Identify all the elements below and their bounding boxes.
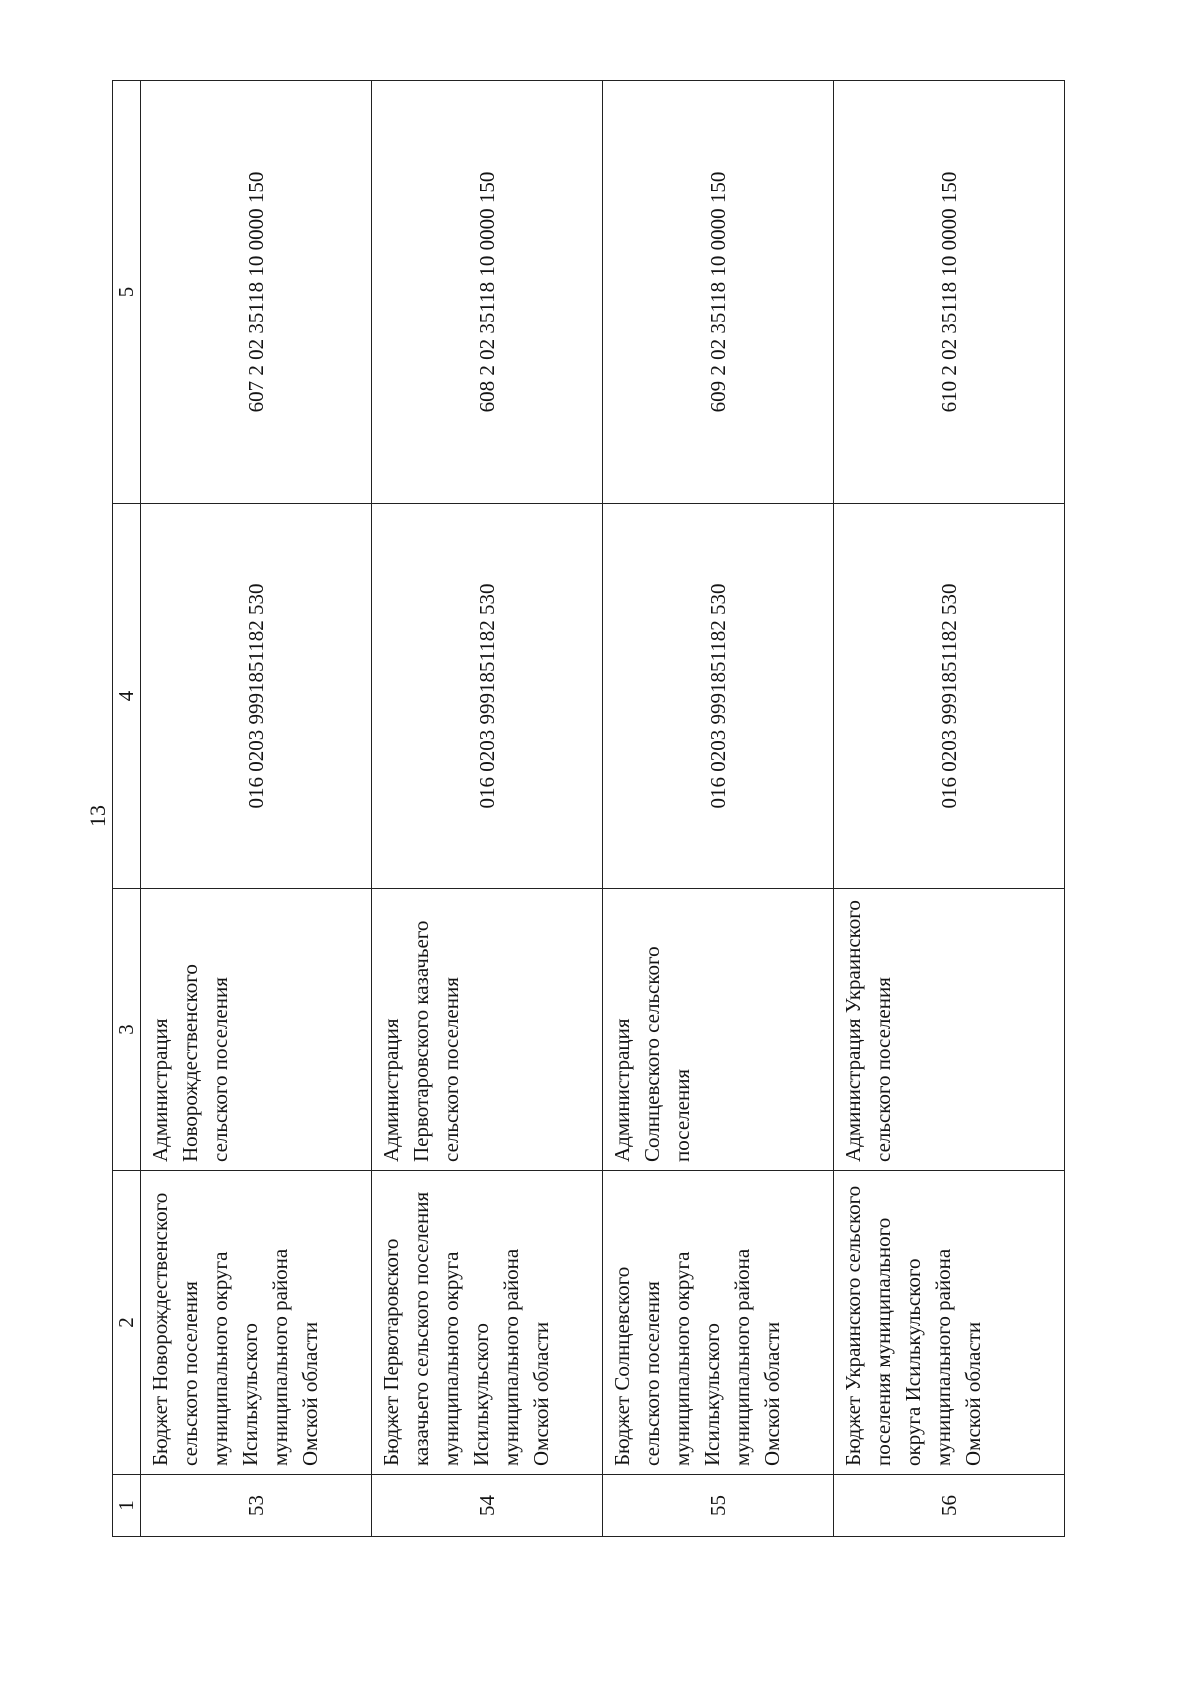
administrator-name: Администрация Новорождественского сельского поселения <box>140 888 371 1170</box>
budget-name: Бюджет Украинского сельского поселения муниципального округа Исилькульского муниципального района Омской области <box>833 1170 1064 1474</box>
revenue-code: 607 2 02 35118 10 0000 150 <box>140 80 371 503</box>
revenue-code: 610 2 02 35118 10 0000 150 <box>833 80 1064 503</box>
administrator-name: Администрация Украинского сельского поселения <box>833 888 1064 1170</box>
table-row <box>371 80 602 1536</box>
expense-code: 016 0203 9991851182 530 <box>140 503 371 888</box>
budget-name: Бюджет Новорождественского сельского поселения муниципального округа Исилькульского муниципального района Омской области <box>140 1170 371 1474</box>
column-header: 1 <box>112 1474 140 1536</box>
row-number: 53 <box>140 1474 371 1536</box>
budget-table <box>112 80 1065 1537</box>
column-header: 4 <box>112 503 140 888</box>
column-header: 5 <box>112 80 140 503</box>
column-header: 3 <box>112 888 140 1170</box>
expense-code: 016 0203 9991851182 530 <box>602 503 833 888</box>
row-number: 54 <box>371 1474 602 1536</box>
budget-name: Бюджет Солнцевского сельского поселения муниципального округа Исилькульского муниципального района Омской области <box>602 1170 833 1474</box>
administrator-name: Администрация Первотаровского казачьего сельского поселения <box>371 888 602 1170</box>
expense-code: 016 0203 9991851182 530 <box>371 503 602 888</box>
page-number: 13 <box>85 805 110 827</box>
administrator-name: Администрация Солнцевского сельского поселения <box>602 888 833 1170</box>
budget-name: Бюджет Первотаровского казачьего сельского поселения муниципального округа Исилькульского муниципального района Омской области <box>371 1170 602 1474</box>
table-row <box>140 80 371 1536</box>
revenue-code: 609 2 02 35118 10 0000 150 <box>602 80 833 503</box>
column-header: 2 <box>112 1170 140 1474</box>
row-number: 56 <box>833 1474 1064 1536</box>
table-row <box>833 80 1064 1536</box>
table-container <box>111 80 1064 1536</box>
expense-code: 016 0203 9991851182 530 <box>833 503 1064 888</box>
row-number: 55 <box>602 1474 833 1536</box>
table-header-row <box>112 80 140 1536</box>
revenue-code: 608 2 02 35118 10 0000 150 <box>371 80 602 503</box>
table-row <box>602 80 833 1536</box>
